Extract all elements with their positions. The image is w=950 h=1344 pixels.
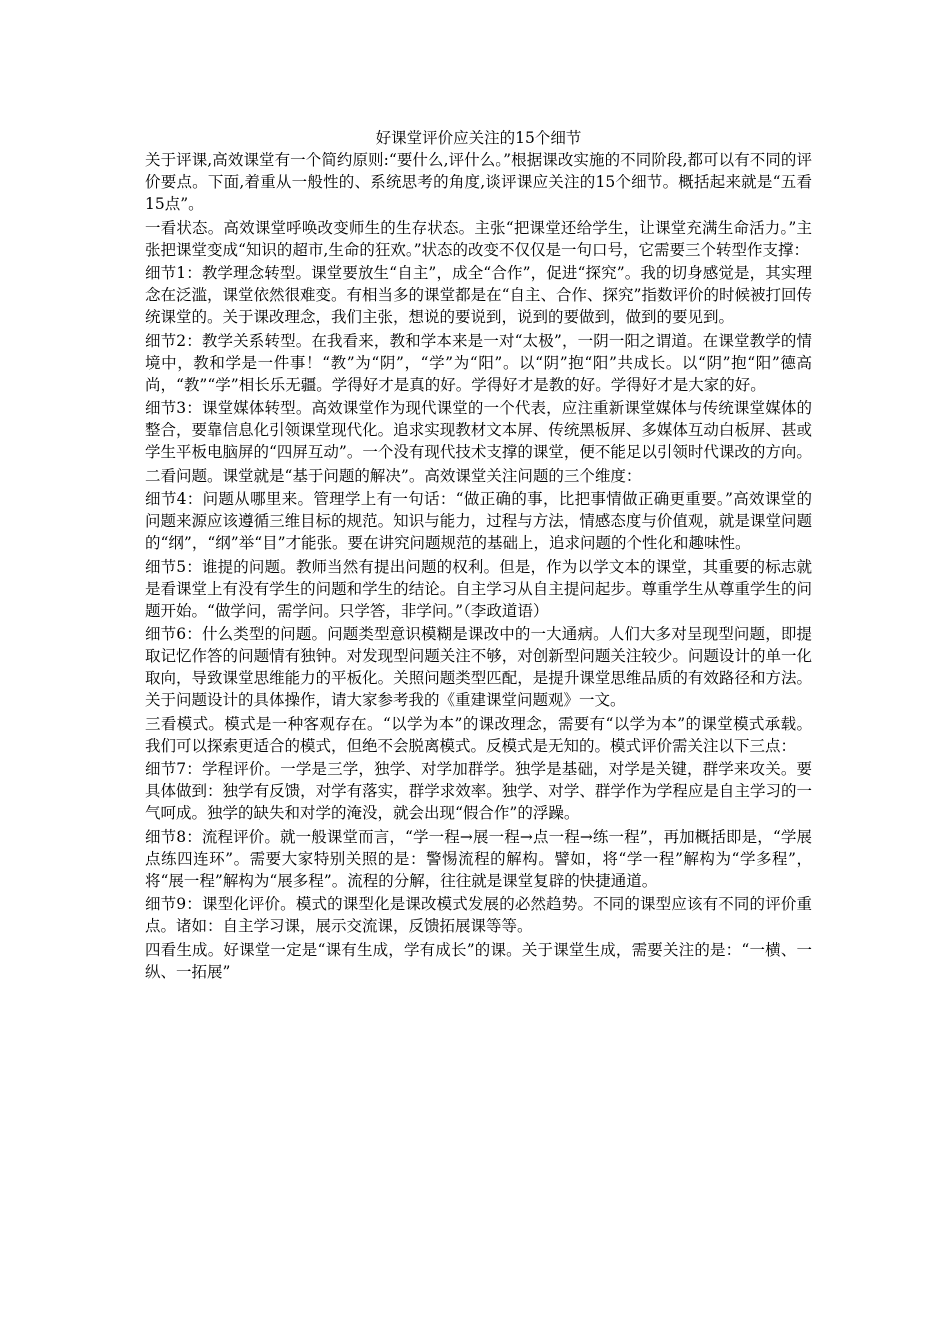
document-page [145,127,812,984]
paragraph-section-3: 三看模式。模式是一种客观存在。“以学为本”的课改理念，需要有“以学为本”的课堂模式承载。我们可以探索更适合的模式，但绝不会脱离模式。反模式是无知的。模式评价需关注以下三点： [145,714,812,755]
paragraph-detail-8: 细节8：流程评价。就一般课堂而言，“学一程→展一程→点一程→练一程”，再加概括即是，“学展点练四连环”。需要大家特别关照的是：警惕流程的解构。譬如，将“学一程”解构为“学多程”，将“展一程”解构为“展多程”。流程的分解，往往就是课堂复辟的快捷通道。 [145,827,812,890]
paragraph-detail-9: 细节9：课型化评价。模式的课型化是课改模式发展的必然趋势。不同的课型应该有不同的评价重点。诸如：自主学习课，展示交流课，反馈拓展课等等。 [145,895,812,935]
paragraph-detail-3: 细节3：课堂媒体转型。高效课堂作为现代课堂的一个代表，应注重新课堂媒体与传统课堂媒体的整合，要靠信息化引领课堂现代化。追求实现教材文本屏、传统黑板屏、多媒体互动白板屏、甚或学生平板电脑屏的“四屏互动”。一个没有现代技术支撑的课堂，便不能足以引领时代课改的方向。 [145,399,812,461]
paragraph-detail-5: 细节5：谁提的问题。教师当然有提出问题的权利。但是，作为以学文本的课堂，其重要的标志就是看课堂上有没有学生的问题和学生的结论。自主学习从自主提问起步。尊重学生从尊重学生的问题开始。“做学问，需学问。只学答，非学问。”（李政道语） [145,557,812,620]
paragraph-detail-7: 细节7：学程评价。一学是三学，独学、对学加群学。独学是基础，对学是关键，群学来攻关。要具体做到：独学有反馈，对学有落实，群学求效率。独学、对学、群学作为学程应是自主学习的一气呵成。独学的缺失和对学的淹没，就会出现“假合作”的浮躁。 [145,760,812,822]
document-title: 好课堂评价应关注的15个细节 [375,129,582,147]
paragraph-detail-2: 细节2：教学关系转型。在我看来，教和学本来是一对“太极”，一阴一阳之谓道。在课堂教学的情境中，教和学是一件事！“教”为“阴”，“学”为“阳”。以“阴”抱“阳”共成长。以“阴”抱“阳”德高尚，“教”“学”相长乐无疆。学得好才是真的好。学得好才是教的好。学得好才是大家的好。 [145,331,812,394]
paragraph-detail-4: 细节4：问题从哪里来。管理学上有一句话：“做正确的事，比把事情做正确更重要。”高效课堂的问题来源应该遵循三维目标的规范。知识与能力，过程与方法，情感态度与价值观，就是课堂问题的“纲”，“纲”举“目”才能张。要在讲究问题规范的基础上，追求问题的个性化和趣味性。 [145,490,812,552]
paragraph-section-4: 四看生成。好课堂一定是“课有生成，学有成长”的课。关于课堂生成，需要关注的是：“一横、一纵、一拓展” [145,940,812,981]
paragraph-detail-1: 细节1：教学理念转型。课堂要放生“自主”，成全“合作”，促进“探究”。我的切身感觉是，其实理念在泛滥，课堂依然很难变。有相当多的课堂都是在“自主、合作、探究”指数评价的时候被打回传统课堂的。关于课改理念，我们主张，想说的要说到，说到的要做到，做到的要见到。 [145,264,812,326]
paragraph-section-2: 二看问题。课堂就是“基于问题的解决”。高效课堂关注问题的三个维度： [145,466,642,485]
paragraph-intro: 关于评课,高效课堂有一个简约原则:“要什么,评什么。”根据课改实施的不同阶段,都可以有不同的评价要点。下面,着重从一般性的、系统思考的角度,谈评课应关注的15个细节。概括起来就是“五看15点”。 [145,151,812,213]
paragraph-detail-6: 细节6：什么类型的问题。问题类型意识模糊是课改中的一大通病。人们大多对呈现型问题，即提取记忆作答的问题情有独钟。对发现型问题关注不够，对创新型问题关注较少。问题设计的单一化取向，导致课堂思维能力的平板化。关照问题类型匹配，是提升课堂思维品质的有效路径和方法。关于问题设计的具体操作，请大家参考我的《重建课堂问题观》一文。 [145,625,812,709]
paragraph-section-1: 一看状态。高效课堂呼唤改变师生的生存状态。主张“把课堂还给学生，让课堂充满生命活力。”主张把课堂变成“知识的超市,生命的狂欢。”状态的改变不仅仅是一句口号，它需要三个转型作支撑： [145,218,812,259]
document-body [145,149,812,983]
